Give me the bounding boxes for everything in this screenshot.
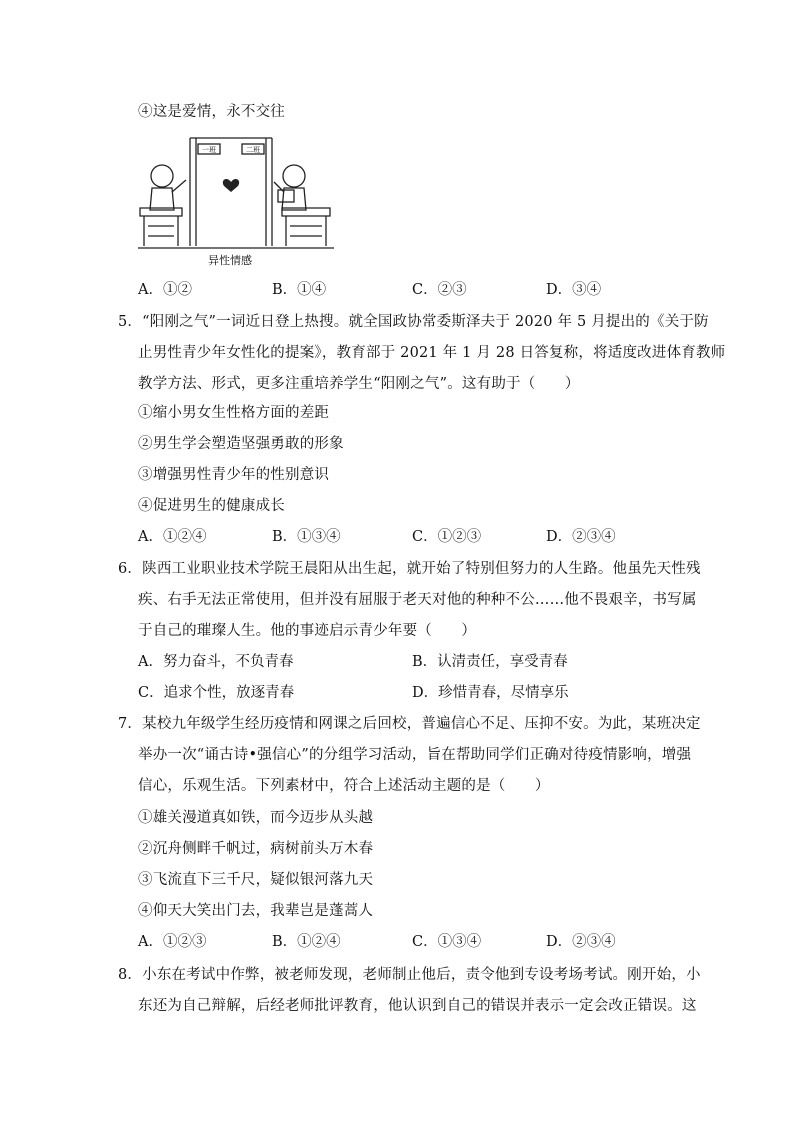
- q6-option-d: D．珍惜青春，尽情享乐: [412, 685, 569, 701]
- q6-option-a: A．努力奋斗，不负青春: [138, 654, 294, 670]
- q7-item-3: ③飞流直下三千尺，疑似银河落九天: [138, 872, 374, 888]
- q7-line-1: 7．某校九年级学生经历疫情和网课之后回校，普遍信心不足、压抑不安。为此，某班决定: [118, 716, 701, 732]
- cartoon-figure: [138, 136, 338, 272]
- sign-left: 一班: [202, 146, 216, 154]
- heart-icon: [223, 179, 239, 192]
- q5-item-3: ③增强男性青少年的性别意识: [138, 467, 330, 483]
- q8-line-2: 东还为自己辩解，后经老师批评教育，他认识到自己的错误并表示一定会改正错误。这: [138, 998, 697, 1014]
- q6-option-c: C．追求个性，放逐青春: [138, 685, 295, 701]
- q7-item-1: ①雄关漫道真如铁，而今迈步从头越: [138, 810, 374, 826]
- sign-right: 二班: [246, 146, 260, 154]
- q7-option-a: A．①②③: [138, 934, 207, 950]
- q7-option-d: D．②③④: [546, 934, 616, 950]
- q8-line-1: 8．小东在考试中作弊，被老师发现，老师制止他后，责令他到专设考场考试。刚开始，小: [118, 967, 701, 983]
- q7-line-2: 举办一次“诵古诗•强信心”的分组学习活动，旨在帮助同学们正确对待疫情影响，增强: [138, 747, 692, 763]
- q5-option-c: C．①②③: [412, 529, 482, 545]
- q5-line-2: 止男性青少年女性化的提案》，教育部于 2021 年 1 月 28 日答复称，将适度改进体育教师: [138, 345, 726, 361]
- q6-line-1: 6．陕西工业职业技术学院王晨阳从出生起，就开始了特别但努力的人生路。他虽先天性残: [118, 561, 701, 577]
- q4-item-4: ④这是爱情，永不交往: [138, 104, 285, 120]
- q5-item-1: ①缩小男女生性格方面的差距: [138, 405, 330, 421]
- q4-option-b: B．①④: [272, 282, 327, 298]
- q5-option-b: B．①③④: [272, 529, 341, 545]
- q7-option-c: C．①③④: [412, 934, 482, 950]
- q5-line-3: 教学方法、形式，更多注重培养学生“阳刚之气”。这有助于（ ）: [138, 376, 580, 392]
- q7-item-4: ④仰天大笑出门去，我辈岂是蓬蒿人: [138, 903, 374, 919]
- cartoon-drawing: [138, 136, 338, 272]
- q5-item-4: ④促进男生的健康成长: [138, 498, 285, 514]
- q7-option-b: B．①②④: [272, 934, 341, 950]
- q7-line-3: 信心，乐观生活。下列素材中，符合上述活动主题的是（ ）: [138, 778, 550, 794]
- q6-option-b: B．认清责任，享受青春: [412, 654, 568, 670]
- q6-line-3: 于自己的璀璨人生。他的事迹启示青少年要（ ）: [138, 623, 477, 639]
- q4-option-a: A．①②: [138, 282, 192, 298]
- figure-caption: 异性情感: [208, 254, 252, 267]
- q4-option-c: C．②③: [412, 282, 467, 298]
- q5-option-a: A．①②④: [138, 529, 207, 545]
- q4-option-d: D．③④: [546, 282, 602, 298]
- q6-line-2: 疾、右手无法正常使用，但并没有屈服于老天对他的种种不公……他不畏艰辛，书写属: [138, 592, 697, 608]
- q5-option-d: D．②③④: [546, 529, 616, 545]
- q7-item-2: ②沉舟侧畔千帆过，病树前头万木春: [138, 841, 374, 857]
- q5-line-1: 5．“阳刚之气”一词近日登上热搜。就全国政协常委斯泽夫于 2020 年 5 月提出的《关于防: [118, 314, 709, 330]
- q5-item-2: ②男生学会塑造坚强勇敢的形象: [138, 436, 344, 452]
